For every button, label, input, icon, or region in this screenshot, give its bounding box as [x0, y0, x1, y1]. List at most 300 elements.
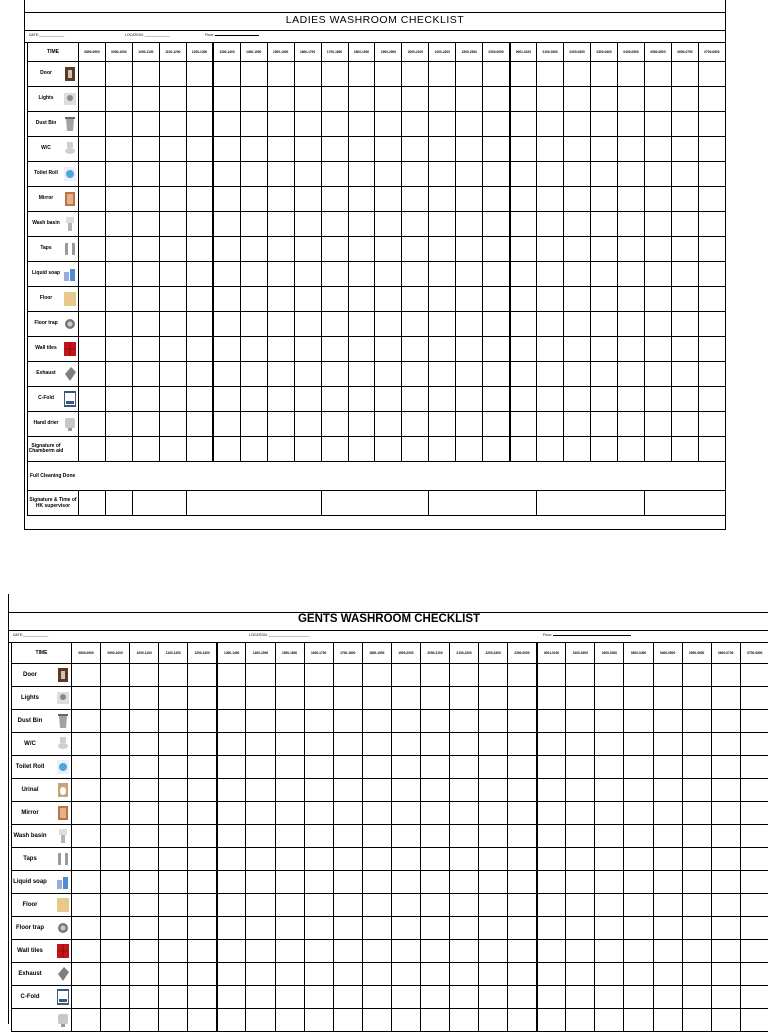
- check-cell[interactable]: [333, 940, 362, 963]
- check-cell[interactable]: [420, 986, 449, 1009]
- check-cell[interactable]: [213, 237, 240, 262]
- check-cell[interactable]: [240, 137, 267, 162]
- check-cell[interactable]: [333, 963, 362, 986]
- check-cell[interactable]: [159, 187, 186, 212]
- check-cell[interactable]: [671, 212, 698, 237]
- check-cell[interactable]: [132, 287, 159, 312]
- check-cell[interactable]: [333, 756, 362, 779]
- check-cell[interactable]: [450, 894, 479, 917]
- supervisor-signature-cell[interactable]: [429, 491, 537, 516]
- check-cell[interactable]: [267, 312, 294, 337]
- check-cell[interactable]: [267, 362, 294, 387]
- check-cell[interactable]: [130, 664, 159, 687]
- check-cell[interactable]: [130, 1009, 159, 1032]
- check-cell[interactable]: [246, 894, 275, 917]
- check-cell[interactable]: [645, 412, 672, 437]
- check-cell[interactable]: [653, 710, 682, 733]
- date-field[interactable]: DATE:_____________: [13, 633, 48, 637]
- check-cell[interactable]: [294, 387, 321, 412]
- check-cell[interactable]: [645, 287, 672, 312]
- check-cell[interactable]: [595, 664, 624, 687]
- check-cell[interactable]: [566, 871, 595, 894]
- check-cell[interactable]: [132, 437, 159, 462]
- check-cell[interactable]: [508, 779, 537, 802]
- check-cell[interactable]: [450, 848, 479, 871]
- check-cell[interactable]: [188, 986, 217, 1009]
- check-cell[interactable]: [591, 287, 618, 312]
- check-cell[interactable]: [564, 412, 591, 437]
- check-cell[interactable]: [304, 848, 333, 871]
- check-cell[interactable]: [402, 337, 429, 362]
- check-cell[interactable]: [275, 1009, 304, 1032]
- check-cell[interactable]: [402, 387, 429, 412]
- check-cell[interactable]: [510, 337, 537, 362]
- check-cell[interactable]: [105, 62, 132, 87]
- check-cell[interactable]: [671, 62, 698, 87]
- check-cell[interactable]: [375, 62, 402, 87]
- check-cell[interactable]: [240, 262, 267, 287]
- check-cell[interactable]: [348, 137, 375, 162]
- supervisor-signature-cell[interactable]: [321, 491, 429, 516]
- check-cell[interactable]: [456, 212, 483, 237]
- check-cell[interactable]: [595, 687, 624, 710]
- check-cell[interactable]: [618, 162, 645, 187]
- check-cell[interactable]: [321, 337, 348, 362]
- check-cell[interactable]: [267, 387, 294, 412]
- check-cell[interactable]: [213, 262, 240, 287]
- check-cell[interactable]: [564, 162, 591, 187]
- check-cell[interactable]: [624, 756, 653, 779]
- check-cell[interactable]: [186, 287, 213, 312]
- check-cell[interactable]: [402, 412, 429, 437]
- check-cell[interactable]: [420, 848, 449, 871]
- check-cell[interactable]: [456, 162, 483, 187]
- check-cell[interactable]: [159, 237, 186, 262]
- check-cell[interactable]: [275, 802, 304, 825]
- check-cell[interactable]: [159, 437, 186, 462]
- check-cell[interactable]: [159, 871, 188, 894]
- check-cell[interactable]: [275, 986, 304, 1009]
- check-cell[interactable]: [348, 312, 375, 337]
- check-cell[interactable]: [566, 687, 595, 710]
- check-cell[interactable]: [188, 733, 217, 756]
- check-cell[interactable]: [321, 62, 348, 87]
- check-cell[interactable]: [682, 825, 711, 848]
- check-cell[interactable]: [294, 162, 321, 187]
- check-cell[interactable]: [682, 710, 711, 733]
- check-cell[interactable]: [537, 212, 564, 237]
- check-cell[interactable]: [537, 262, 564, 287]
- check-cell[interactable]: [479, 894, 508, 917]
- check-cell[interactable]: [402, 162, 429, 187]
- check-cell[interactable]: [294, 187, 321, 212]
- check-cell[interactable]: [624, 1009, 653, 1032]
- check-cell[interactable]: [333, 986, 362, 1009]
- check-cell[interactable]: [510, 237, 537, 262]
- check-cell[interactable]: [188, 802, 217, 825]
- check-cell[interactable]: [711, 894, 740, 917]
- check-cell[interactable]: [711, 1009, 740, 1032]
- check-cell[interactable]: [711, 687, 740, 710]
- check-cell[interactable]: [653, 733, 682, 756]
- check-cell[interactable]: [537, 362, 564, 387]
- check-cell[interactable]: [240, 112, 267, 137]
- date-field[interactable]: DATE:_____________: [29, 33, 64, 37]
- check-cell[interactable]: [645, 237, 672, 262]
- check-cell[interactable]: [653, 986, 682, 1009]
- check-cell[interactable]: [321, 112, 348, 137]
- check-cell[interactable]: [304, 986, 333, 1009]
- check-cell[interactable]: [375, 312, 402, 337]
- check-cell[interactable]: [450, 871, 479, 894]
- check-cell[interactable]: [304, 756, 333, 779]
- check-cell[interactable]: [304, 917, 333, 940]
- check-cell[interactable]: [682, 917, 711, 940]
- check-cell[interactable]: [186, 212, 213, 237]
- check-cell[interactable]: [159, 137, 186, 162]
- check-cell[interactable]: [645, 387, 672, 412]
- check-cell[interactable]: [213, 187, 240, 212]
- check-cell[interactable]: [101, 825, 130, 848]
- check-cell[interactable]: [420, 802, 449, 825]
- check-cell[interactable]: [671, 187, 698, 212]
- check-cell[interactable]: [132, 112, 159, 137]
- check-cell[interactable]: [618, 137, 645, 162]
- check-cell[interactable]: [188, 756, 217, 779]
- check-cell[interactable]: [537, 825, 566, 848]
- check-cell[interactable]: [132, 237, 159, 262]
- check-cell[interactable]: [72, 917, 101, 940]
- check-cell[interactable]: [429, 412, 456, 437]
- check-cell[interactable]: [246, 986, 275, 1009]
- check-cell[interactable]: [537, 237, 564, 262]
- check-cell[interactable]: [304, 894, 333, 917]
- check-cell[interactable]: [420, 940, 449, 963]
- check-cell[interactable]: [101, 940, 130, 963]
- check-cell[interactable]: [213, 362, 240, 387]
- check-cell[interactable]: [645, 162, 672, 187]
- check-cell[interactable]: [653, 687, 682, 710]
- check-cell[interactable]: [159, 262, 186, 287]
- check-cell[interactable]: [595, 710, 624, 733]
- check-cell[interactable]: [420, 917, 449, 940]
- check-cell[interactable]: [429, 312, 456, 337]
- check-cell[interactable]: [483, 112, 510, 137]
- check-cell[interactable]: [159, 825, 188, 848]
- check-cell[interactable]: [79, 162, 106, 187]
- check-cell[interactable]: [682, 963, 711, 986]
- check-cell[interactable]: [624, 871, 653, 894]
- check-cell[interactable]: [698, 412, 725, 437]
- check-cell[interactable]: [698, 362, 725, 387]
- check-cell[interactable]: [267, 437, 294, 462]
- check-cell[interactable]: [698, 262, 725, 287]
- supervisor-signature-cell[interactable]: [79, 491, 106, 516]
- check-cell[interactable]: [420, 733, 449, 756]
- check-cell[interactable]: [246, 848, 275, 871]
- check-cell[interactable]: [72, 756, 101, 779]
- check-cell[interactable]: [159, 963, 188, 986]
- check-cell[interactable]: [591, 212, 618, 237]
- check-cell[interactable]: [618, 112, 645, 137]
- check-cell[interactable]: [479, 1009, 508, 1032]
- check-cell[interactable]: [402, 62, 429, 87]
- check-cell[interactable]: [591, 162, 618, 187]
- check-cell[interactable]: [240, 337, 267, 362]
- check-cell[interactable]: [711, 940, 740, 963]
- check-cell[interactable]: [304, 710, 333, 733]
- check-cell[interactable]: [508, 848, 537, 871]
- check-cell[interactable]: [711, 756, 740, 779]
- check-cell[interactable]: [348, 437, 375, 462]
- check-cell[interactable]: [348, 337, 375, 362]
- check-cell[interactable]: [429, 337, 456, 362]
- check-cell[interactable]: [79, 262, 106, 287]
- check-cell[interactable]: [130, 871, 159, 894]
- check-cell[interactable]: [537, 287, 564, 312]
- check-cell[interactable]: [188, 940, 217, 963]
- check-cell[interactable]: [420, 871, 449, 894]
- check-cell[interactable]: [483, 137, 510, 162]
- check-cell[interactable]: [537, 894, 566, 917]
- check-cell[interactable]: [217, 756, 246, 779]
- check-cell[interactable]: [591, 387, 618, 412]
- check-cell[interactable]: [564, 137, 591, 162]
- check-cell[interactable]: [645, 187, 672, 212]
- check-cell[interactable]: [375, 412, 402, 437]
- check-cell[interactable]: [391, 1009, 420, 1032]
- check-cell[interactable]: [483, 387, 510, 412]
- check-cell[interactable]: [333, 825, 362, 848]
- check-cell[interactable]: [537, 710, 566, 733]
- check-cell[interactable]: [105, 237, 132, 262]
- check-cell[interactable]: [420, 825, 449, 848]
- check-cell[interactable]: [362, 756, 391, 779]
- check-cell[interactable]: [294, 312, 321, 337]
- check-cell[interactable]: [653, 848, 682, 871]
- check-cell[interactable]: [645, 312, 672, 337]
- check-cell[interactable]: [304, 802, 333, 825]
- check-cell[interactable]: [595, 779, 624, 802]
- check-cell[interactable]: [624, 963, 653, 986]
- check-cell[interactable]: [456, 312, 483, 337]
- check-cell[interactable]: [217, 710, 246, 733]
- check-cell[interactable]: [159, 756, 188, 779]
- check-cell[interactable]: [402, 187, 429, 212]
- check-cell[interactable]: [79, 287, 106, 312]
- check-cell[interactable]: [479, 940, 508, 963]
- check-cell[interactable]: [537, 986, 566, 1009]
- check-cell[interactable]: [479, 917, 508, 940]
- check-cell[interactable]: [267, 112, 294, 137]
- check-cell[interactable]: [671, 112, 698, 137]
- check-cell[interactable]: [456, 412, 483, 437]
- check-cell[interactable]: [537, 917, 566, 940]
- check-cell[interactable]: [240, 287, 267, 312]
- check-cell[interactable]: [391, 940, 420, 963]
- check-cell[interactable]: [275, 940, 304, 963]
- check-cell[interactable]: [321, 212, 348, 237]
- check-cell[interactable]: [698, 112, 725, 137]
- check-cell[interactable]: [79, 212, 106, 237]
- check-cell[interactable]: [618, 187, 645, 212]
- check-cell[interactable]: [186, 112, 213, 137]
- check-cell[interactable]: [682, 802, 711, 825]
- check-cell[interactable]: [508, 940, 537, 963]
- check-cell[interactable]: [213, 162, 240, 187]
- check-cell[interactable]: [456, 387, 483, 412]
- check-cell[interactable]: [159, 733, 188, 756]
- check-cell[interactable]: [740, 963, 768, 986]
- check-cell[interactable]: [456, 87, 483, 112]
- check-cell[interactable]: [566, 802, 595, 825]
- check-cell[interactable]: [618, 62, 645, 87]
- check-cell[interactable]: [653, 894, 682, 917]
- check-cell[interactable]: [740, 710, 768, 733]
- check-cell[interactable]: [375, 187, 402, 212]
- check-cell[interactable]: [132, 137, 159, 162]
- check-cell[interactable]: [159, 287, 186, 312]
- check-cell[interactable]: [740, 848, 768, 871]
- check-cell[interactable]: [362, 917, 391, 940]
- check-cell[interactable]: [429, 162, 456, 187]
- check-cell[interactable]: [537, 437, 564, 462]
- check-cell[interactable]: [624, 825, 653, 848]
- check-cell[interactable]: [159, 986, 188, 1009]
- check-cell[interactable]: [79, 412, 106, 437]
- check-cell[interactable]: [483, 262, 510, 287]
- check-cell[interactable]: [682, 733, 711, 756]
- check-cell[interactable]: [217, 848, 246, 871]
- check-cell[interactable]: [333, 687, 362, 710]
- check-cell[interactable]: [450, 756, 479, 779]
- check-cell[interactable]: [321, 187, 348, 212]
- check-cell[interactable]: [159, 802, 188, 825]
- check-cell[interactable]: [294, 212, 321, 237]
- check-cell[interactable]: [362, 963, 391, 986]
- check-cell[interactable]: [186, 87, 213, 112]
- check-cell[interactable]: [479, 871, 508, 894]
- check-cell[interactable]: [159, 779, 188, 802]
- check-cell[interactable]: [740, 871, 768, 894]
- check-cell[interactable]: [188, 894, 217, 917]
- check-cell[interactable]: [333, 710, 362, 733]
- check-cell[interactable]: [362, 825, 391, 848]
- check-cell[interactable]: [275, 733, 304, 756]
- check-cell[interactable]: [698, 212, 725, 237]
- check-cell[interactable]: [402, 437, 429, 462]
- check-cell[interactable]: [105, 387, 132, 412]
- check-cell[interactable]: [130, 802, 159, 825]
- check-cell[interactable]: [79, 362, 106, 387]
- check-cell[interactable]: [130, 710, 159, 733]
- check-cell[interactable]: [130, 917, 159, 940]
- check-cell[interactable]: [510, 62, 537, 87]
- check-cell[interactable]: [566, 756, 595, 779]
- check-cell[interactable]: [682, 848, 711, 871]
- check-cell[interactable]: [456, 137, 483, 162]
- check-cell[interactable]: [483, 212, 510, 237]
- check-cell[interactable]: [130, 894, 159, 917]
- check-cell[interactable]: [294, 112, 321, 137]
- check-cell[interactable]: [240, 437, 267, 462]
- check-cell[interactable]: [682, 756, 711, 779]
- check-cell[interactable]: [217, 917, 246, 940]
- check-cell[interactable]: [159, 212, 186, 237]
- check-cell[interactable]: [537, 756, 566, 779]
- check-cell[interactable]: [213, 387, 240, 412]
- check-cell[interactable]: [79, 112, 106, 137]
- check-cell[interactable]: [653, 871, 682, 894]
- check-cell[interactable]: [595, 733, 624, 756]
- check-cell[interactable]: [740, 940, 768, 963]
- check-cell[interactable]: [698, 387, 725, 412]
- check-cell[interactable]: [267, 137, 294, 162]
- check-cell[interactable]: [450, 917, 479, 940]
- supervisor-signature-cell[interactable]: [132, 491, 186, 516]
- floor-field[interactable]: Floor:: [205, 33, 259, 37]
- check-cell[interactable]: [450, 825, 479, 848]
- check-cell[interactable]: [375, 337, 402, 362]
- location-field[interactable]: LOCATION: _____________: [125, 33, 170, 37]
- check-cell[interactable]: [624, 940, 653, 963]
- check-cell[interactable]: [186, 262, 213, 287]
- check-cell[interactable]: [159, 664, 188, 687]
- check-cell[interactable]: [740, 986, 768, 1009]
- check-cell[interactable]: [294, 262, 321, 287]
- check-cell[interactable]: [130, 687, 159, 710]
- check-cell[interactable]: [391, 733, 420, 756]
- check-cell[interactable]: [682, 1009, 711, 1032]
- check-cell[interactable]: [333, 1009, 362, 1032]
- check-cell[interactable]: [348, 112, 375, 137]
- check-cell[interactable]: [740, 664, 768, 687]
- check-cell[interactable]: [456, 112, 483, 137]
- check-cell[interactable]: [246, 940, 275, 963]
- check-cell[interactable]: [653, 779, 682, 802]
- check-cell[interactable]: [217, 779, 246, 802]
- check-cell[interactable]: [375, 387, 402, 412]
- check-cell[interactable]: [740, 687, 768, 710]
- check-cell[interactable]: [595, 986, 624, 1009]
- check-cell[interactable]: [645, 87, 672, 112]
- check-cell[interactable]: [537, 848, 566, 871]
- check-cell[interactable]: [671, 412, 698, 437]
- check-cell[interactable]: [420, 1009, 449, 1032]
- check-cell[interactable]: [130, 963, 159, 986]
- check-cell[interactable]: [564, 62, 591, 87]
- check-cell[interactable]: [591, 262, 618, 287]
- check-cell[interactable]: [682, 871, 711, 894]
- check-cell[interactable]: [79, 137, 106, 162]
- check-cell[interactable]: [186, 437, 213, 462]
- check-cell[interactable]: [653, 963, 682, 986]
- check-cell[interactable]: [711, 848, 740, 871]
- check-cell[interactable]: [645, 112, 672, 137]
- check-cell[interactable]: [483, 312, 510, 337]
- check-cell[interactable]: [275, 664, 304, 687]
- check-cell[interactable]: [618, 212, 645, 237]
- check-cell[interactable]: [132, 362, 159, 387]
- check-cell[interactable]: [186, 62, 213, 87]
- check-cell[interactable]: [321, 162, 348, 187]
- check-cell[interactable]: [240, 362, 267, 387]
- check-cell[interactable]: [510, 262, 537, 287]
- check-cell[interactable]: [682, 986, 711, 1009]
- check-cell[interactable]: [698, 437, 725, 462]
- check-cell[interactable]: [294, 287, 321, 312]
- check-cell[interactable]: [450, 779, 479, 802]
